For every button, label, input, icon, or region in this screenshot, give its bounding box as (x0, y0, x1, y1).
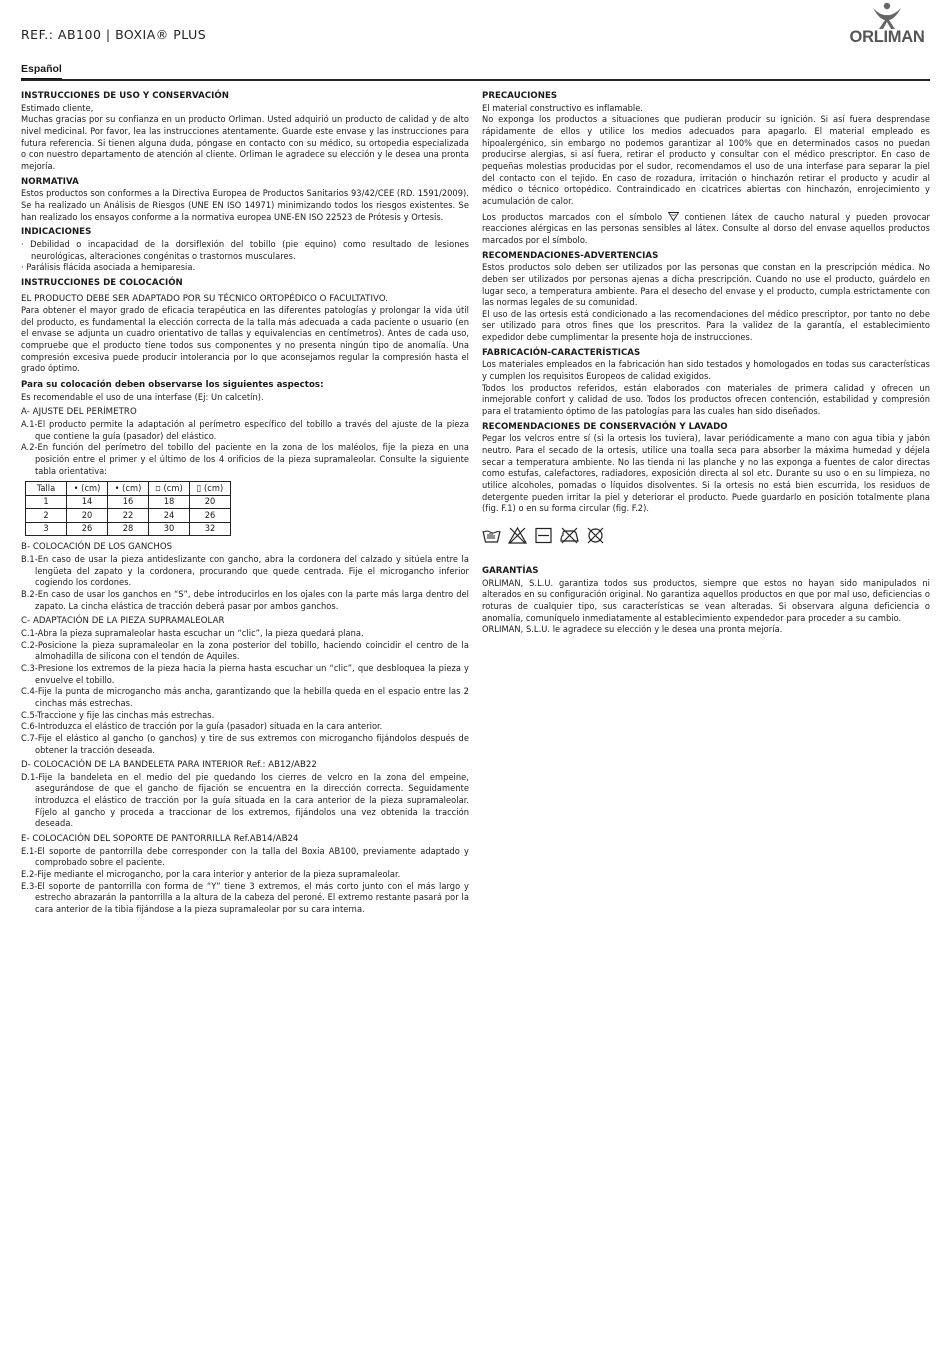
right-column (482, 91, 930, 636)
table-cell: 26 (67, 522, 108, 536)
list-item: C.5-Traccione y fije las cinchas más estrechas. (21, 709, 215, 721)
hand-wash-icon (482, 527, 501, 544)
section-title: E- COLOCACIÓN DEL SOPORTE DE PANTORRILLA Ref.AB14/AB24 (21, 834, 299, 845)
list-item: A.1-El producto permite la adaptación al perímetro específico del tobillo a través del ajuste de la pieza que contiene la guía (pasador) del elástico. (21, 419, 469, 442)
latex-text-after: contienen látex de caucho natural y pueden provocar reacciones alérgicas en las personas sensibles al látex. Consulte al dorso del envase aquellos productos marcados por el símbolo. (482, 211, 930, 246)
logo-wordmark: ORLIMAN (849, 28, 925, 46)
header-divider (21, 79, 930, 81)
list-item: A.2-En función del perímetro del tobillo del paciente en la zona de los maléolos, fije la pieza en una posición entre el primer y el último de los 4 orificios de la pieza supramaleolar. Consulte la siguiente tabla orientativa: (21, 442, 469, 477)
table-header-cell: • (cm) (67, 482, 108, 496)
table-cell: 16 (108, 495, 149, 509)
no-dry-clean-icon (586, 527, 605, 544)
left-column (21, 91, 469, 916)
section-title: FABRICACIÓN-CARACTERÍSTICAS (482, 347, 641, 358)
list-item: B.1-En caso de usar la pieza antideslizante con gancho, abra la cordonera del calzado y sitúela entre la lengüeta del zapato y la cordonera, procurando que quede centrada. Fije el microgancho inferior cogiendo los cordones. (21, 554, 469, 589)
table-cell: 30 (149, 522, 190, 536)
table-row (26, 522, 231, 536)
paragraph: Es recomendable el uso de una interfase (Ej: Un calcetín). (21, 391, 264, 403)
bold-note: Para su colocación deben observarse los siguientes aspectos: (21, 380, 324, 391)
latex-text-before: Los productos marcados con el símbolo (482, 211, 663, 223)
list-item: B.2-En caso de usar los ganchos en “S”, debe introducirlos en los ojales con la parte más larga dentro del zapato. La cincha elástica de tracción deberá pasar por ambos ganchos. (21, 588, 469, 612)
list-item: E.1-El soporte de pantorrilla debe corresponder con la talla del Boxia AB100, previamente adaptado y comprobado sobre el paciente. (21, 845, 469, 869)
paragraph: Los materiales empleados en la fabricación han sido testados y homologados en todas sus características y cumplen los requisitos Europeos de calidad exigidos. (482, 359, 930, 383)
table-cell: 1 (26, 495, 67, 509)
table-cell: 24 (149, 509, 190, 523)
list-item: C.4-Fije la punta de microgancho más ancha, garantizando que la hebilla queda en el espacio entre las 2 cinchas más estrechas. (21, 686, 469, 709)
section-title: INSTRUCCIONES DE USO Y CONSERVACIÓN (21, 91, 230, 101)
table-cell: 22 (108, 509, 149, 523)
paragraph: El material constructivo es inflamable. (482, 102, 644, 114)
section-title: RECOMENDACIONES-ADVERTENCIAS (482, 250, 659, 261)
product-reference-title: REF.: AB100 | BOXIA® PLUS (21, 27, 207, 42)
greeting: Estimado cliente, (21, 102, 94, 114)
table-cell: 20 (190, 495, 231, 509)
paragraph: No exponga los productos a situaciones que pudieran producir su ignición. Si así fuera desprendase rápidamente de ellos y utilice los medios adecuados para apagarlo. El material empleado es hipoalergénico, sin embargo no podemos garantizar al 100% que en determinados casos no puedan producirse alergias, si así fuera, retirar el producto y consultar con el médico prescriptor. En caso de pequeñas molestias producidas por el sudor, recomendamos el uso de una interfase para separar la piel del contacto con el tejido. En caso de rozadura, irritación o hinchazón retirar el producto y acudir al médico o técnico ortopédico. Contraindicado en cicatrices abiertas con hinchazón, enrojecimiento y acumulación de calor. (482, 114, 930, 207)
latex-warning-icon (668, 212, 679, 221)
section-title: B- COLOCACIÓN DE LOS GANCHOS (21, 542, 173, 553)
orliman-logo (843, 2, 931, 46)
list-item: · Debilidad o incapacidad de la dorsiflexión del tobillo (pie equino) como resultado de lesiones neurológicas, alteraciones congénitas o trastornos musculares. (21, 238, 469, 262)
list-item: C.6-Introduzca el elástico de tracción por la guía (pasador) situada en la cara anterior. (21, 721, 383, 733)
section-title: D- COLOCACIÓN DE LA BANDELETA PARA INTERIOR Ref.: AB12/AB22 (21, 760, 317, 771)
paragraph: ORLIMAN, S.L.U. le agradece su elección y le desea una pronta mejoría. (482, 624, 783, 636)
section-title: PRECAUCIONES (482, 91, 558, 101)
size-table (25, 481, 231, 536)
table-row (26, 509, 231, 523)
table-row (26, 495, 231, 509)
list-item: C.3-Presione los extremos de la pieza hacia la pierna hasta escuchar un “clic”, que desbloquea la pieza y envuelve el tobillo. (21, 662, 469, 686)
orliman-figure-icon (843, 2, 931, 30)
no-iron-icon (560, 527, 579, 544)
list-item: E.2-Fije mediante el microgancho, por la cara interior y anterior de la pieza supramaleolar. (21, 869, 401, 881)
table-header-cell: • (cm) (108, 482, 149, 496)
paragraph: Todos los productos referidos, están elaborados con materiales de primera calidad y ofrecen un inmejorable confort y calidad de uso. Todos los productos ofrecen contención, estabilidad y compresión para el tratamiento óptimo de las patologías para las cuales han sido diseñados. (482, 382, 930, 418)
list-item: C.7-Fije el elástico al gancho (o ganchos) y tire de sus extremos con microgancho fijándolos después de obtener la tracción deseada. (21, 732, 469, 756)
section-title: NORMATIVA (21, 176, 79, 187)
section-subtitle: EL PRODUCTO DEBE SER ADAPTADO POR SU TÉCNICO ORTOPÉDICO O FACULTATIVO. (21, 293, 389, 304)
paragraph: Para obtener el mayor grado de eficacia terapéutica en las diferentes patologías y prolongar la vida útil del producto, es fundamental la elección correcta de la talla más adecuada a cada paciente o usuario (en el envase se adjunta un cuadro orientativo de tallas y equivalencias en centímetros). Antes de cada uso, compruebe que el producto tiene todos sus componentes y no presenta ningún tipo de anomalía. Una compresión excesiva puede producir intolerancia por lo que aconsejamos regular la compresión hasta el grado óptimo. (21, 305, 469, 375)
section-title: INSTRUCCIONES DE COLOCACIÓN (21, 277, 183, 288)
table-cell: 26 (190, 509, 231, 523)
table-cell: 20 (67, 509, 108, 523)
table-header-cell: ▫ (cm) (149, 482, 190, 496)
table-header-cell: Talla (26, 482, 67, 496)
paragraph: Pegar los velcros entre sí (si la ortesis los tuviera), lavar periódicamente a mano con agua tibia y jabón neutro. Para el secado de la ortesis, utilice una toalla seca para absorber la máxima humedad y déjela secar a temperatura ambiente. No las tienda ni las planche y no las exponga a fuentes de calor directas como estufas, calefactores, radiadores, exposición directa al sol etc. Durante su uso o en su limpieza, no utilice alcoholes, pomadas o líquidos disolventes. Si la ortesis no está bien escurrida, los residuos de detergente pueden irritar la piel y deteriorar el producto. Puede guardarlo en posición totalmente plana (fig. F.1) o en su forma circular (fig. F.2). (482, 433, 930, 515)
section-title: C- ADAPTACIÓN DE LA PIEZA SUPRAMALEOLAR (21, 616, 225, 627)
latex-paragraph (482, 212, 930, 247)
section-title: RECOMENDACIONES DE CONSERVACIÓN Y LAVADO (482, 421, 728, 432)
table-cell: 32 (190, 522, 231, 536)
no-bleach-icon (508, 527, 527, 544)
section-title: A- AJUSTE DEL PERÍMETRO (21, 407, 137, 418)
table-cell: 2 (26, 509, 67, 523)
paragraph: El uso de las ortesis está condicionado a las recomendaciones del médico prescriptor, por tanto no debe ser utilizado para otros fines que los prescritos. Para la validez de la garantía, el establecimiento expedidor debe cumplimentar la presente hoja de instrucciones. (482, 308, 930, 344)
table-header-row (26, 482, 231, 496)
paragraph: Muchas gracias por su confianza en un producto Orliman. Usted adquirió un producto de calidad y de alto nivel medicinal. Por favor, lea las instrucciones atentamente. Guarde este envase y las instrucciones para futura referencia. Si tienen alguna duda, póngase en contacto con su médico, su ortopedia especializada o con nuestro departamento de atención al cliente. Orliman le agradece su elección y le desea una pronta mejoría. (21, 114, 469, 172)
section-title: GARANTÍAS (482, 565, 539, 576)
list-item: C.1-Abra la pieza supramaleolar hasta escuchar un “clic”, la pieza quedará plana. (21, 627, 364, 639)
paragraph: Estos productos son conformes a la Directiva Europea de Productos Sanitarios 93/42/CEE (RD. 1591/2009). Se ha realizado un Análisis de Riesgos (UNE EN ISO 14971) minimizando todos los riesgos existentes. Se han realizado los ensayos conforme a la normativa europea UNE-EN ISO 22523 de Prótesis y Ortesis. (21, 188, 469, 223)
paragraph: ORLIMAN, S.L.U. garantiza todos sus productos, siempre que estos no hayan sido manipulados ni alterados en su configuración original. No garantiza aquellos productos en que por mal uso, deficiencias o roturas de cualquier tipo, sus características se vean alteradas. Si observara alguna deficiencia o anomalía, comuníquelo inmediatamente al establecimiento expendedor para proceder a su cambio. (482, 577, 930, 624)
dry-flat-icon (534, 527, 553, 544)
table-cell: 14 (67, 495, 108, 509)
list-item: C.2-Posicione la pieza supramaleolar en la zona posterior del tobillo, haciendo coincidir el centro de la almohadilla de silicona con el tendón de Aquiles. (21, 639, 469, 663)
table-header-cell: ▯ (cm) (190, 482, 231, 496)
paragraph: Estos productos solo deben ser utilizados por las personas que constan en la prescripción médica. No deben ser utilizados por personas ajenas a dicha prescripción. Cuando no use el producto, guárdelo en lugar seco, a temperatura ambiente. Para el desecho del envase y el producto, cumpla estrictamente con las normas legales de su comunidad. (482, 262, 930, 309)
care-symbols (482, 527, 930, 544)
table-cell: 3 (26, 522, 67, 536)
language-label: Español (21, 63, 62, 80)
table-cell: 28 (108, 522, 149, 536)
list-item: E.3-El soporte de pantorrilla con forma de “Y” tiene 3 extremos, el más corto junto con el más largo y estrecho abrazarán la pantorrilla a la altura de la cabeza del peroné. El extremo restante pasará por la cara anterior de la tibia fijándose a la pieza supramaleolar por su cara interna. (21, 880, 469, 916)
table-cell: 18 (149, 495, 190, 509)
list-item: · Parálisis flácida asociada a hemiparesia. (21, 262, 196, 274)
list-item: D.1-Fije la bandeleta en el medio del pie quedando los cierres de velcro en la zona del empeine, asegurándose de que el gancho de fijación se encuentra en la dirección correcta. Seguidamente introduzca el elástico de tracción por la guía situada en la cara anterior de la pieza supramaleolar. Fíjelo al gancho y proceda a traccionar de los extremos, fijándolos una vez obtenida la tracción deseada. (21, 771, 469, 830)
section-title: INDICACIONES (21, 227, 92, 238)
